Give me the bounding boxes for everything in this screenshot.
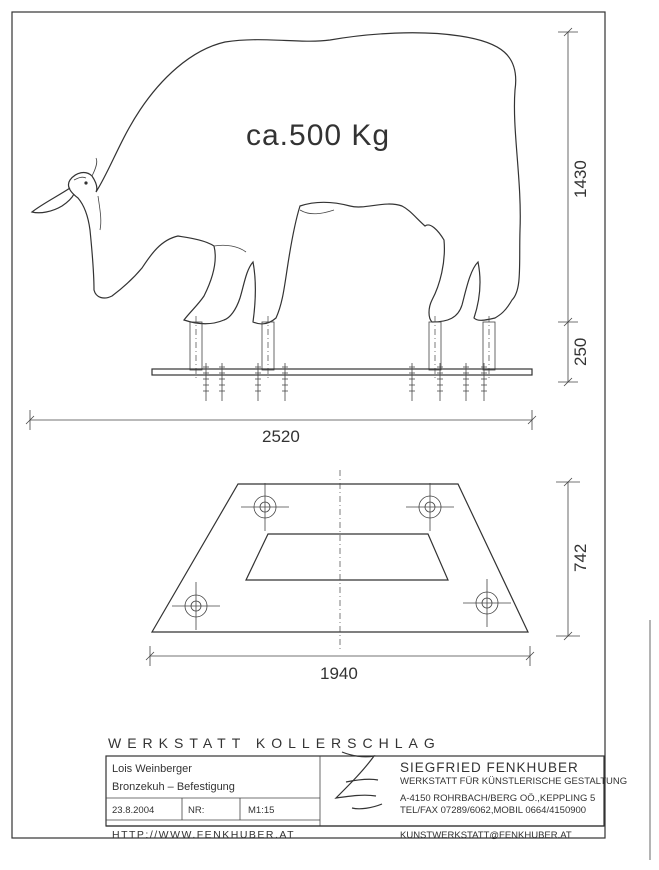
cow-silhouette <box>32 33 520 324</box>
website-link[interactable]: HTTP://WWW.FENKHUBER.AT <box>112 829 296 841</box>
dimension-plate-width-label: 1940 <box>320 664 358 683</box>
drawing-number-label: NR: <box>188 805 205 816</box>
signature-logo <box>336 752 382 809</box>
base-plate-side-view <box>152 369 532 375</box>
workshop-banner: WERKSTATT KOLLERSCHLAG <box>108 735 441 751</box>
dimension-post-label: 250 <box>571 337 590 366</box>
company-tagline: WERKSTATT FÜR KÜNSTLERISCHE GESTALTUNG <box>400 776 628 787</box>
company-name: SIEGFRIED FENKHUBER <box>400 760 579 775</box>
dimension-height-label: 1430 <box>571 160 590 198</box>
drawing-scale: M1:15 <box>248 805 275 816</box>
client-name: Lois Weinberger <box>112 763 192 775</box>
dimension-plate-width <box>146 646 534 683</box>
dimension-plate-depth-label: 742 <box>571 543 590 572</box>
project-name: Bronzekuh – Befestigung <box>112 781 235 793</box>
company-phone: TEL/FAX 07289/6062,MOBIL 0664/4150900 <box>400 805 587 816</box>
anchor-holes <box>172 483 511 630</box>
dimension-height <box>558 28 590 386</box>
drawing-date: 23.8.2004 <box>112 805 155 816</box>
dimension-plate-depth <box>556 478 590 640</box>
dimension-length <box>26 410 536 446</box>
weight-label: ca.500 Kg <box>246 119 391 152</box>
base-plate-top-view <box>152 470 528 650</box>
company-address: A-4150 ROHRBACH/BERG OÖ.,KEPPLING 5 <box>400 793 596 804</box>
email-link[interactable]: KUNSTWERKSTATT@FENKHUBER.AT <box>400 830 572 841</box>
dimension-length-label: 2520 <box>262 427 300 446</box>
